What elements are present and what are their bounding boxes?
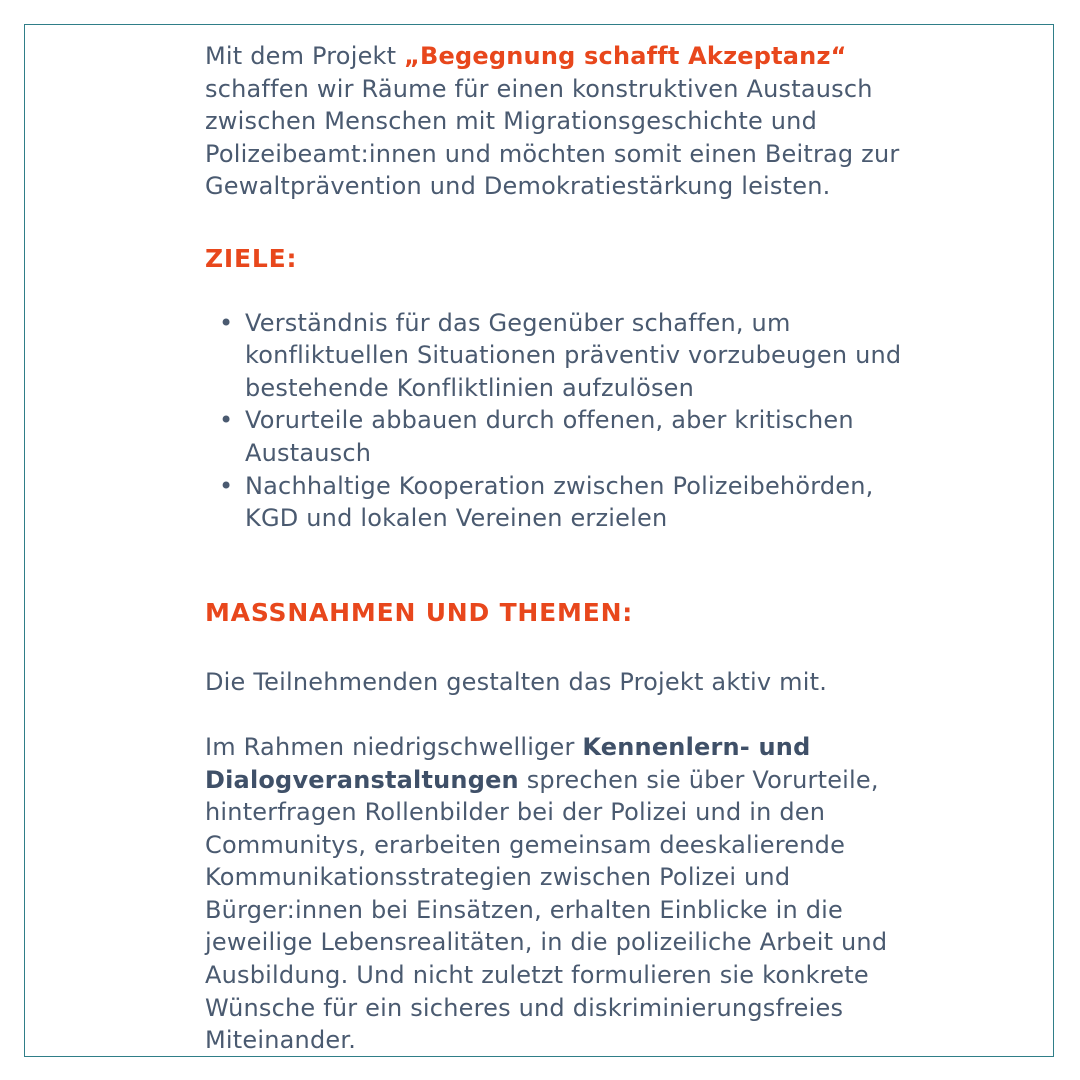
goal-text: Verständnis für das Gegenüber schaffen, um konfliktuellen Situationen präventiv vorzubeugen und bestehende Konfliktlinien aufzulösen	[245, 308, 902, 402]
intro-text: schaffen wir Räume für einen konstruktiven Austausch zwischen Menschen mit Migrationsgeschichte und Polizeibeamt:innen und möchten somit einen Beitrag zur Gewaltprävention und Demokratiestärkung leisten.	[205, 74, 900, 201]
goals-list	[205, 307, 925, 535]
bullet-icon: •	[219, 471, 234, 500]
activities-paragraph	[205, 731, 925, 1057]
goal-text: Nachhaltige Kooperation zwischen Polizeibehörden, KGD und lokalen Vereinen erzielen	[245, 471, 874, 533]
goal-text: Vorurteile abbauen durch offenen, aber kritischen Austausch	[245, 406, 854, 467]
activities-bold: Kennenlern- und Dialogveranstaltungen	[205, 732, 811, 794]
bullet-icon: •	[219, 308, 234, 337]
list-item	[205, 404, 925, 469]
ziele-heading: ZIELE:	[205, 243, 298, 273]
intro-prefix: Mit dem Projekt	[205, 42, 405, 70]
activities-rest: sprechen sie über Vorurteile, hinterfragen Rollenbilder bei der Polizei und in den Communitys, erarbeiten gemeinsam deeskalierende Kommunikationsstrategien zwischen Polizei und Bürger:innen bei Einsätzen, erhalten Einblicke in die jeweilige Lebensrealitäten, in die polizeiliche Arbeit und Ausbildung. Und nicht zuletzt formulieren sie konkrete Wünsche für ein sicheres und diskriminierungsfreies Miteinander.	[205, 765, 888, 1055]
project-name: „Begegnung schafft Akzeptanz“	[404, 42, 847, 70]
participants-paragraph: Die Teilnehmenden gestalten das Projekt aktiv mit.	[205, 668, 828, 697]
list-item	[205, 307, 925, 405]
list-item	[205, 470, 925, 535]
bullet-icon: •	[219, 406, 234, 435]
activities-prefix: Im Rahmen niedrigschwelliger	[205, 732, 583, 761]
intro-paragraph	[205, 40, 925, 203]
document-content	[205, 40, 925, 1057]
massnahmen-heading: MASSNAHMEN UND THEMEN:	[205, 597, 634, 627]
